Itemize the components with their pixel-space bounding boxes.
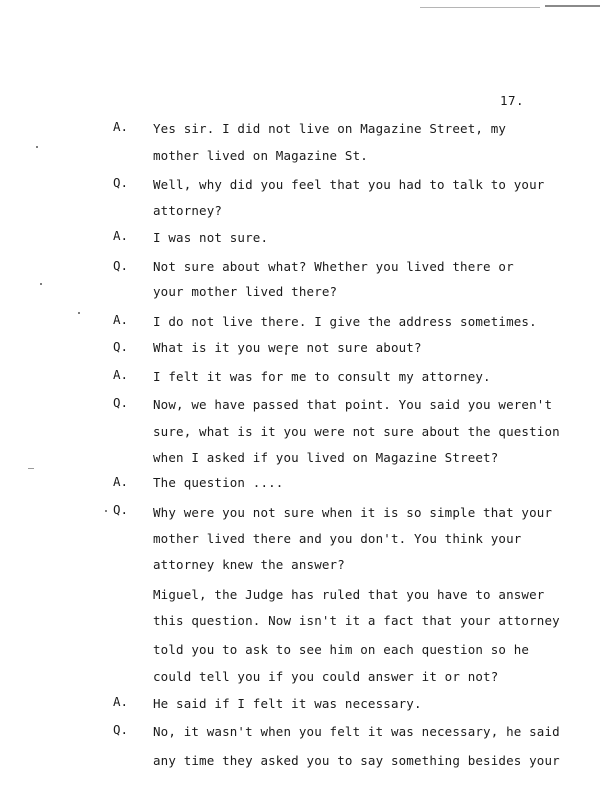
speaker-label: Q. bbox=[113, 722, 129, 737]
testimony-line: What is it you were not sure about? bbox=[153, 340, 422, 355]
scan-mark bbox=[78, 312, 80, 314]
testimony-line: No, it wasn't when you felt it was necessary, he said bbox=[153, 724, 560, 739]
testimony-line: Why were you not sure when it is so simple that your bbox=[153, 505, 553, 520]
testimony-line: sure, what is it you were not sure about the question bbox=[153, 424, 560, 439]
testimony-line: told you to ask to see him on each question so he bbox=[153, 642, 530, 657]
speaker-label: Q. bbox=[113, 502, 129, 517]
speaker-label: Q. bbox=[113, 258, 129, 273]
speaker-label: A. bbox=[113, 474, 129, 489]
testimony-line: Well, why did you feel that you had to talk to your bbox=[153, 177, 545, 192]
testimony-line: your mother lived there? bbox=[153, 284, 338, 299]
testimony-line: I felt it was for me to consult my attorney. bbox=[153, 369, 491, 384]
testimony-line: Now, we have passed that point. You said you weren't bbox=[153, 397, 553, 412]
speaker-label: A. bbox=[113, 367, 129, 382]
testimony-line: Miguel, the Judge has ruled that you have to answer bbox=[153, 587, 545, 602]
page-number: 17. bbox=[500, 93, 525, 108]
speaker-label: A. bbox=[113, 694, 129, 709]
testimony-line: attorney? bbox=[153, 203, 223, 218]
speaker-label: Q. bbox=[113, 395, 129, 410]
speaker-label: Q. bbox=[113, 175, 129, 190]
scan-mark bbox=[40, 283, 42, 285]
scan-mark bbox=[545, 5, 600, 7]
testimony-line: Not sure about what? Whether you lived there or bbox=[153, 259, 514, 274]
testimony-line: mother lived on Magazine St. bbox=[153, 148, 368, 163]
testimony-line: I do not live there. I give the address sometimes. bbox=[153, 314, 537, 329]
scan-mark bbox=[105, 510, 107, 512]
testimony-line: mother lived there and you don't. You think your bbox=[153, 531, 522, 546]
testimony-line: any time they asked you to say something besides your bbox=[153, 753, 560, 768]
testimony-line: He said if I felt it was necessary. bbox=[153, 696, 422, 711]
scan-mark bbox=[36, 146, 38, 148]
speaker-label: Q. bbox=[113, 339, 129, 354]
testimony-line: could tell you if you could answer it or not? bbox=[153, 669, 499, 684]
speaker-label: A. bbox=[113, 228, 129, 243]
testimony-line: The question .... bbox=[153, 475, 284, 490]
speaker-label: A. bbox=[113, 119, 129, 134]
testimony-line: I was not sure. bbox=[153, 230, 269, 245]
testimony-line: Yes sir. I did not live on Magazine Street, my bbox=[153, 121, 507, 136]
scan-mark bbox=[420, 7, 540, 8]
scan-mark bbox=[28, 468, 34, 469]
testimony-line: attorney knew the answer? bbox=[153, 557, 345, 572]
speaker-label: A. bbox=[113, 312, 129, 327]
testimony-line: this question. Now isn't it a fact that your attorney bbox=[153, 613, 560, 628]
testimony-line: when I asked if you lived on Magazine Street? bbox=[153, 450, 499, 465]
